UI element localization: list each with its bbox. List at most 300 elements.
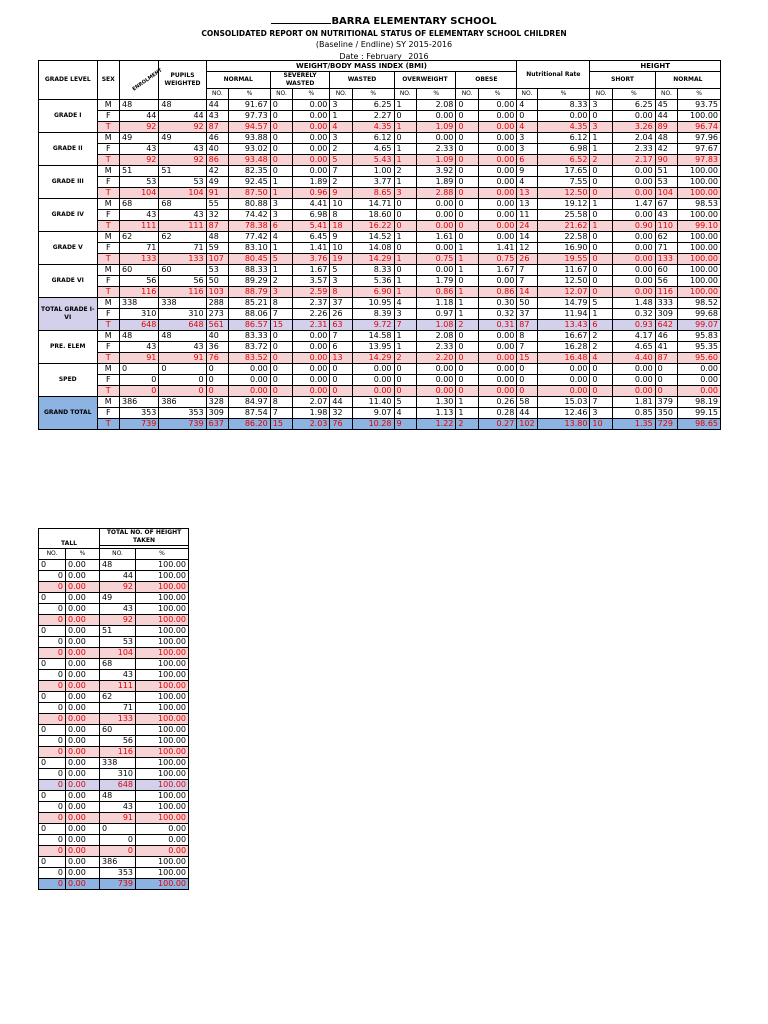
- data-cell: 13.95: [352, 342, 394, 353]
- data-cell: 2.03: [293, 419, 330, 430]
- data-cell: 97.73: [229, 111, 271, 122]
- data-cell: 93.88: [229, 133, 271, 144]
- data-cell: 0: [590, 265, 613, 276]
- table-row: [39, 100, 721, 111]
- data-cell: 8: [330, 210, 353, 221]
- data-cell: 0.00: [66, 791, 100, 802]
- data-cell: 1.41: [293, 243, 330, 254]
- data-cell: 0: [270, 342, 293, 353]
- data-cell: 0: [159, 375, 206, 386]
- data-cell: 2.04: [612, 133, 655, 144]
- sex-cell: M: [97, 298, 120, 309]
- sex-cell: T: [97, 386, 120, 397]
- data-cell: 353: [120, 408, 159, 419]
- data-cell: 1: [456, 243, 479, 254]
- data-cell: 43: [100, 802, 136, 813]
- data-cell: 0.00: [66, 692, 100, 703]
- data-cell: 5: [330, 265, 353, 276]
- grade-label: GRADE II: [39, 133, 98, 166]
- data-cell: 338: [120, 298, 159, 309]
- data-cell: 0.00: [66, 571, 100, 582]
- data-cell: 648: [159, 320, 206, 331]
- data-cell: 3: [270, 210, 293, 221]
- data-cell: 0.00: [66, 879, 100, 890]
- data-cell: 100.00: [136, 703, 189, 714]
- col-total-height: TOTAL NO. OF HEIGHT TAKEN: [100, 529, 189, 546]
- data-cell: 62: [120, 232, 159, 243]
- data-cell: 16.22: [352, 221, 394, 232]
- data-cell: 0: [394, 199, 417, 210]
- data-cell: 1: [456, 397, 479, 408]
- data-cell: 1: [456, 254, 479, 265]
- data-cell: 44: [206, 100, 229, 111]
- data-cell: 0.00: [66, 670, 100, 681]
- data-cell: 0.00: [229, 386, 271, 397]
- data-cell: 0.00: [612, 254, 655, 265]
- data-cell: 2.33: [417, 144, 456, 155]
- school-name: BARRA ELEMENTARY SCHOOL: [0, 16, 768, 27]
- table-row: [39, 648, 189, 659]
- data-cell: 309: [206, 408, 229, 419]
- subhead-pct: %: [293, 89, 330, 100]
- col-height: HEIGHT: [590, 61, 721, 72]
- data-cell: 1: [270, 177, 293, 188]
- data-cell: 0.00: [478, 276, 516, 287]
- data-cell: 60: [159, 265, 206, 276]
- data-cell: 50: [517, 298, 537, 309]
- table-row: [39, 703, 189, 714]
- data-cell: 0: [590, 375, 613, 386]
- data-cell: 15: [517, 353, 537, 364]
- data-cell: 12.50: [537, 276, 590, 287]
- data-cell: 7: [394, 320, 417, 331]
- data-cell: 1.67: [478, 265, 516, 276]
- data-cell: 0: [270, 122, 293, 133]
- table-row: [39, 144, 721, 155]
- table-row: [39, 265, 721, 276]
- data-cell: 46: [655, 331, 678, 342]
- data-cell: 100.00: [136, 879, 189, 890]
- data-cell: 6.52: [537, 155, 590, 166]
- data-cell: 1.30: [417, 397, 456, 408]
- data-cell: 1: [394, 232, 417, 243]
- data-cell: 0.00: [478, 353, 516, 364]
- data-cell: 5.41: [293, 221, 330, 232]
- data-cell: 133: [655, 254, 678, 265]
- data-cell: 0: [39, 780, 66, 791]
- data-cell: 648: [100, 780, 136, 791]
- tall-table: [38, 528, 189, 890]
- data-cell: 642: [655, 320, 678, 331]
- sex-cell: T: [97, 254, 120, 265]
- data-cell: 0.00: [66, 758, 100, 769]
- data-cell: 0.00: [229, 364, 271, 375]
- data-cell: 93.02: [229, 144, 271, 155]
- data-cell: 100.00: [136, 758, 189, 769]
- data-cell: 10: [330, 199, 353, 210]
- sex-cell: T: [97, 221, 120, 232]
- data-cell: 0: [590, 386, 613, 397]
- sex-cell: F: [97, 342, 120, 353]
- table-row: [39, 626, 189, 637]
- data-cell: 68: [120, 199, 159, 210]
- col-obese: OBESE: [456, 72, 517, 89]
- table-row: [39, 813, 189, 824]
- data-cell: 104: [120, 188, 159, 199]
- data-cell: 9.07: [352, 408, 394, 419]
- table-row: [39, 835, 189, 846]
- data-cell: 100.00: [136, 736, 189, 747]
- sex-cell: F: [97, 177, 120, 188]
- data-cell: 49: [120, 133, 159, 144]
- data-cell: 338: [159, 298, 206, 309]
- data-cell: 0.00: [478, 122, 516, 133]
- data-cell: 0.26: [478, 397, 516, 408]
- data-cell: 32: [206, 210, 229, 221]
- data-cell: 100.00: [136, 857, 189, 868]
- data-cell: 0: [39, 659, 66, 670]
- data-cell: 43: [206, 111, 229, 122]
- data-cell: 0.00: [66, 560, 100, 571]
- data-cell: 100.00: [136, 725, 189, 736]
- subhead-no: NO.: [394, 89, 417, 100]
- data-cell: 0.00: [417, 210, 456, 221]
- data-cell: 0.00: [612, 243, 655, 254]
- data-cell: 648: [120, 320, 159, 331]
- data-cell: 86.20: [229, 419, 271, 430]
- data-cell: 94.57: [229, 122, 271, 133]
- data-cell: 333: [655, 298, 678, 309]
- data-cell: 14: [517, 232, 537, 243]
- data-cell: 100.00: [678, 188, 721, 199]
- data-cell: 1.18: [417, 298, 456, 309]
- data-cell: 350: [655, 408, 678, 419]
- data-cell: 6.45: [293, 232, 330, 243]
- data-cell: 100.00: [136, 681, 189, 692]
- table-row: [39, 353, 721, 364]
- data-cell: 0: [206, 386, 229, 397]
- data-cell: 100.00: [136, 593, 189, 604]
- data-cell: 3.57: [293, 276, 330, 287]
- data-cell: 0.00: [293, 166, 330, 177]
- data-cell: 0.00: [136, 846, 189, 857]
- data-cell: 6: [270, 221, 293, 232]
- table-row: [39, 397, 721, 408]
- data-cell: 2: [330, 144, 353, 155]
- data-cell: 26: [517, 254, 537, 265]
- data-cell: 104: [655, 188, 678, 199]
- data-cell: 0.00: [417, 133, 456, 144]
- grade-label: TOTAL GRADE I-VI: [39, 298, 98, 331]
- data-cell: 8.33: [352, 265, 394, 276]
- data-cell: 4: [394, 408, 417, 419]
- data-cell: 1: [394, 155, 417, 166]
- data-cell: 97.67: [678, 144, 721, 155]
- data-cell: 0: [120, 364, 159, 375]
- report-date: Date : February _2016: [339, 52, 429, 61]
- data-cell: 310: [100, 769, 136, 780]
- data-cell: 44: [655, 111, 678, 122]
- data-cell: 2.17: [612, 155, 655, 166]
- data-cell: 19.12: [537, 199, 590, 210]
- data-cell: 100.00: [678, 210, 721, 221]
- data-cell: 0: [330, 375, 353, 386]
- data-cell: 0: [270, 133, 293, 144]
- data-cell: 44: [517, 408, 537, 419]
- data-cell: 10.28: [352, 419, 394, 430]
- data-cell: 0.00: [66, 637, 100, 648]
- data-cell: 0: [655, 375, 678, 386]
- data-cell: 0.00: [478, 188, 516, 199]
- data-cell: 111: [159, 221, 206, 232]
- data-cell: 0.00: [66, 626, 100, 637]
- data-cell: 1: [394, 177, 417, 188]
- data-cell: 4: [517, 122, 537, 133]
- data-cell: 1: [590, 199, 613, 210]
- data-cell: 16.90: [537, 243, 590, 254]
- data-cell: 92: [159, 155, 206, 166]
- data-cell: 0: [655, 386, 678, 397]
- table-row: [39, 243, 721, 254]
- table-row: [39, 736, 189, 747]
- data-cell: 0.00: [66, 648, 100, 659]
- data-cell: 0.96: [293, 188, 330, 199]
- data-cell: 0: [394, 210, 417, 221]
- data-cell: 0.00: [612, 265, 655, 276]
- data-cell: 16.48: [537, 353, 590, 364]
- data-cell: 95.83: [678, 331, 721, 342]
- data-cell: 100.00: [136, 659, 189, 670]
- table-row: [39, 342, 721, 353]
- data-cell: 93.48: [229, 155, 271, 166]
- data-cell: 0: [590, 166, 613, 177]
- data-cell: 97.83: [678, 155, 721, 166]
- data-cell: 104: [159, 188, 206, 199]
- subhead-pct: %: [66, 549, 100, 560]
- data-cell: 78.38: [229, 221, 271, 232]
- data-cell: 0: [39, 593, 66, 604]
- data-cell: 3: [270, 287, 293, 298]
- table-row: [39, 188, 721, 199]
- data-cell: 14.08: [352, 243, 394, 254]
- subhead-no: NO.: [100, 549, 136, 560]
- data-cell: 0: [456, 133, 479, 144]
- data-cell: 43: [159, 144, 206, 155]
- data-cell: 133: [100, 714, 136, 725]
- data-cell: 100.00: [678, 111, 721, 122]
- data-cell: 0: [39, 637, 66, 648]
- data-cell: 0: [590, 254, 613, 265]
- data-cell: 0.75: [417, 254, 456, 265]
- data-cell: 92: [120, 122, 159, 133]
- data-cell: 0.00: [417, 199, 456, 210]
- data-cell: 98.52: [678, 298, 721, 309]
- data-cell: 100.00: [678, 276, 721, 287]
- data-cell: 2.33: [612, 144, 655, 155]
- data-cell: 7: [590, 397, 613, 408]
- data-cell: 0: [456, 188, 479, 199]
- data-cell: 60: [120, 265, 159, 276]
- data-cell: 6.12: [537, 133, 590, 144]
- data-cell: 100.00: [136, 604, 189, 615]
- data-cell: 98.19: [678, 397, 721, 408]
- data-cell: 0.00: [537, 386, 590, 397]
- data-cell: 96.74: [678, 122, 721, 133]
- data-cell: 0: [394, 111, 417, 122]
- subhead-pct: %: [478, 89, 516, 100]
- data-cell: 99.10: [678, 221, 721, 232]
- sex-cell: M: [97, 199, 120, 210]
- subhead-pct: %: [417, 89, 456, 100]
- data-cell: 0: [590, 232, 613, 243]
- data-cell: 0.00: [352, 364, 394, 375]
- col-grade-level: GRADE LEVEL: [39, 61, 98, 100]
- data-cell: 4: [270, 232, 293, 243]
- data-cell: 0: [590, 210, 613, 221]
- data-cell: 95.60: [678, 353, 721, 364]
- data-cell: 91: [206, 188, 229, 199]
- data-cell: 0: [517, 386, 537, 397]
- data-cell: 49: [159, 133, 206, 144]
- table-row: [39, 276, 721, 287]
- data-cell: 0.00: [293, 155, 330, 166]
- data-cell: 739: [159, 419, 206, 430]
- table-row: [39, 287, 721, 298]
- data-cell: 15: [270, 320, 293, 331]
- data-cell: 116: [655, 287, 678, 298]
- data-cell: 10.95: [352, 298, 394, 309]
- data-cell: 17.65: [537, 166, 590, 177]
- data-cell: 71: [120, 243, 159, 254]
- data-cell: 1: [270, 243, 293, 254]
- data-cell: 53: [159, 177, 206, 188]
- sex-cell: M: [97, 166, 120, 177]
- data-cell: 2.59: [293, 287, 330, 298]
- data-cell: 49: [206, 177, 229, 188]
- table-row: [39, 615, 189, 626]
- table-row: [39, 571, 189, 582]
- data-cell: 92.45: [229, 177, 271, 188]
- data-cell: 739: [120, 419, 159, 430]
- data-cell: 328: [206, 397, 229, 408]
- data-cell: 92: [120, 155, 159, 166]
- data-cell: 1.61: [417, 232, 456, 243]
- data-cell: 0: [39, 604, 66, 615]
- sex-cell: T: [97, 320, 120, 331]
- data-cell: 7.55: [537, 177, 590, 188]
- data-cell: 48: [120, 100, 159, 111]
- data-cell: 0.00: [612, 364, 655, 375]
- table-row: [39, 375, 721, 386]
- data-cell: 13: [330, 353, 353, 364]
- data-cell: 4.35: [352, 122, 394, 133]
- data-cell: 0: [39, 791, 66, 802]
- data-cell: 0.00: [293, 364, 330, 375]
- data-cell: 0.00: [478, 177, 516, 188]
- data-cell: 16.67: [537, 331, 590, 342]
- data-cell: 68: [159, 199, 206, 210]
- data-cell: 4.65: [352, 144, 394, 155]
- data-cell: 0.00: [612, 210, 655, 221]
- data-cell: 0.00: [136, 824, 189, 835]
- data-cell: 98.53: [678, 199, 721, 210]
- data-cell: 310: [120, 309, 159, 320]
- data-cell: 0: [456, 364, 479, 375]
- data-cell: 0: [270, 155, 293, 166]
- data-cell: 3: [330, 100, 353, 111]
- grade-label: GRADE III: [39, 166, 98, 199]
- table-row: [39, 659, 189, 670]
- data-cell: 71: [100, 703, 136, 714]
- data-cell: 49: [100, 593, 136, 604]
- data-cell: 100.00: [136, 560, 189, 571]
- data-cell: 9: [394, 419, 417, 430]
- data-cell: 100.00: [678, 287, 721, 298]
- data-cell: 0: [100, 824, 136, 835]
- data-cell: 111: [100, 681, 136, 692]
- data-cell: 0: [39, 648, 66, 659]
- data-cell: 2.20: [417, 353, 456, 364]
- data-cell: 1.89: [293, 177, 330, 188]
- subhead-no: NO.: [270, 89, 293, 100]
- col-short: SHORT: [590, 72, 655, 89]
- data-cell: 92: [159, 122, 206, 133]
- data-cell: 561: [206, 320, 229, 331]
- data-cell: 2.08: [417, 100, 456, 111]
- data-cell: 0.00: [136, 835, 189, 846]
- data-cell: 0.00: [66, 857, 100, 868]
- data-cell: 1: [456, 309, 479, 320]
- data-cell: 82.35: [229, 166, 271, 177]
- data-cell: 0.00: [612, 287, 655, 298]
- data-cell: 4: [330, 122, 353, 133]
- table-row: [39, 681, 189, 692]
- col-severely-wasted: SEVERELY WASTED: [270, 72, 330, 89]
- sex-cell: F: [97, 210, 120, 221]
- data-cell: 0: [39, 571, 66, 582]
- data-cell: 0: [394, 375, 417, 386]
- table-row: [39, 166, 721, 177]
- data-cell: 7: [517, 276, 537, 287]
- subhead-no: NO.: [456, 89, 479, 100]
- data-cell: 93.75: [678, 100, 721, 111]
- data-cell: 2.27: [352, 111, 394, 122]
- data-cell: 62: [100, 692, 136, 703]
- data-cell: 89.29: [229, 276, 271, 287]
- data-cell: 86: [206, 155, 229, 166]
- data-cell: 1.98: [293, 408, 330, 419]
- data-cell: 0: [39, 692, 66, 703]
- data-cell: 19.55: [537, 254, 590, 265]
- data-cell: 98.65: [678, 419, 721, 430]
- data-cell: 0: [456, 166, 479, 177]
- data-cell: 15.03: [537, 397, 590, 408]
- data-cell: 1.08: [417, 320, 456, 331]
- data-cell: 1: [270, 265, 293, 276]
- subhead-no: NO.: [206, 89, 229, 100]
- table-row: [39, 802, 189, 813]
- sex-cell: M: [97, 100, 120, 111]
- data-cell: 7: [270, 408, 293, 419]
- data-cell: 11.40: [352, 397, 394, 408]
- data-cell: 9: [517, 166, 537, 177]
- table-row: [39, 582, 189, 593]
- data-cell: 8: [330, 287, 353, 298]
- data-cell: 100.00: [136, 637, 189, 648]
- table-row: [39, 111, 721, 122]
- data-cell: 3.92: [417, 166, 456, 177]
- data-cell: 5: [270, 254, 293, 265]
